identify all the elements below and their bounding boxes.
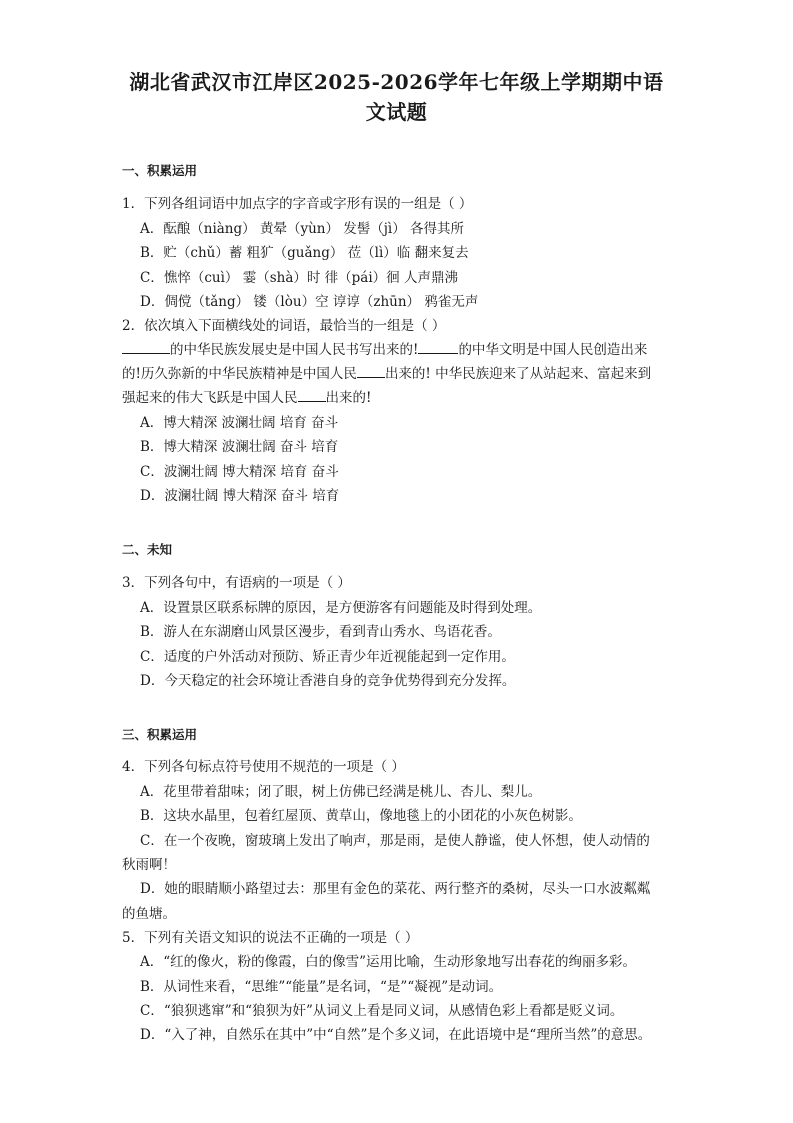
passage-text: 出来的! 中华民族迎来了从站起来、富起来到 <box>384 366 652 382</box>
question-5-stem: 5．下列有关语文知识的说法不正确的一项是（ ） <box>122 930 419 946</box>
section-heading-3: 三、积累运用 <box>122 727 198 742</box>
fill-blank <box>122 341 170 354</box>
passage-text: 强起来的伟大飞跃是中国人民 <box>122 390 298 406</box>
question-3-option-b: B．游人在东湖磨山风景区漫步，看到青山秀水、鸟语花香。 <box>140 624 501 640</box>
question-2-stem: 2．依次填入下面横线处的词语，最恰当的一组是（ ） <box>122 318 446 334</box>
question-1-stem: 1．下列各组词语中加点字的字音或字形有误的一组是（ ） <box>122 196 473 212</box>
question-3-option-a: A．设置景区联系标牌的原因，是方便游客有问题能及时得到处理。 <box>140 600 542 616</box>
question-5-option-b: B．从词性来看，“思维”“能量”是名词，“是”“凝视”是动词。 <box>140 979 503 995</box>
question-4-option-d-cont: 的鱼塘。 <box>122 906 176 922</box>
passage-text: 的中华文明是中国人民创造出来 <box>458 342 648 358</box>
question-4-option-c: C．在一个夜晚，窗玻璃上发出了响声，那是雨，是使人静谧，使人怀想，使人动情的 <box>140 833 650 849</box>
fill-blank <box>298 389 326 402</box>
passage-text: 的中华民族发展史是中国人民书写出来的! <box>170 342 419 358</box>
question-2-option-c: C．波澜壮阔 博大精深 培育 奋斗 <box>140 464 339 480</box>
question-2-option-d: D．波澜壮阔 博大精深 奋斗 培育 <box>140 488 340 504</box>
question-2-passage-line3 <box>122 386 371 406</box>
section-heading-1: 一、积累运用 <box>122 163 198 178</box>
question-5-option-d: D．“入了神，自然乐在其中”中“自然”是个多义词，在此语境中是“理所当然”的意思。 <box>140 1027 652 1043</box>
question-4-option-c-cont: 秋雨啊！ <box>122 857 176 873</box>
question-1-option-d: D．倜傥（tǎng） 镂（lòu）空 谆谆（zhūn） 鸦雀无声 <box>140 294 479 310</box>
question-5-option-a: A．“红的像火，粉的像霞，白的像雪”运用比喻，生动形象地写出春花的绚丽多彩。 <box>140 954 637 970</box>
section-heading-2: 二、未知 <box>122 542 173 557</box>
fill-blank <box>418 341 458 354</box>
passage-text: 的!历久弥新的中华民族精神是中国人民 <box>122 366 357 382</box>
question-3-option-d: D．今天稳定的社会环境让香港自身的竞争优势得到充分发挥。 <box>140 673 516 689</box>
question-1-option-b: B．贮（chǔ）蓄 粗犷（guǎng） 莅（lì）临 翻来复去 <box>140 245 469 261</box>
question-2-option-a: A．博大精深 波澜壮阔 培育 奋斗 <box>140 415 339 431</box>
question-3-stem: 3．下列各句中，有语病的一项是（ ） <box>122 575 351 591</box>
question-1-option-a: A．酝酿（niàng） 黄晕（yùn） 发髻（jì） 各得其所 <box>140 221 465 237</box>
question-1-option-c: C．憔悴（cuì） 霎（shà）时 徘（pái）徊 人声鼎沸 <box>140 270 458 286</box>
page-title-line2: 文试题 <box>365 100 428 124</box>
question-3-option-c: C．适度的户外活动对预防、矫正青少年近视能起到一定作用。 <box>140 649 515 665</box>
question-4-stem: 4．下列各句标点符号使用不规范的一项是（ ） <box>122 759 405 775</box>
question-4-option-a: A．花里带着甜味；闭了眼，树上仿佛已经满是桃儿、杏儿、梨儿。 <box>140 784 542 800</box>
question-2-passage-line1 <box>122 338 647 358</box>
passage-text: 出来的! <box>325 390 372 406</box>
fill-blank <box>357 365 385 378</box>
question-2-option-b: B．博大精深 波澜壮阔 奋斗 培育 <box>140 439 339 455</box>
page-title-line1: 湖北省武汉市江岸区2025-2026学年七年级上学期期中语 <box>129 70 664 94</box>
question-2-passage-line2 <box>122 362 651 382</box>
question-4-option-b: B．这块水晶里，包着红屋顶、黄草山，像地毯上的小团花的小灰色树影。 <box>140 808 582 824</box>
question-5-option-c: C．“狼狈逃窜”和“狼狈为奸”从词义上看是同义词，从感情色彩上看都是贬义词。 <box>140 1003 624 1019</box>
question-4-option-d: D．她的眼睛顺小路望过去：那里有金色的菜花、两行整齐的桑树，尽头一口水波粼粼 <box>140 881 651 897</box>
